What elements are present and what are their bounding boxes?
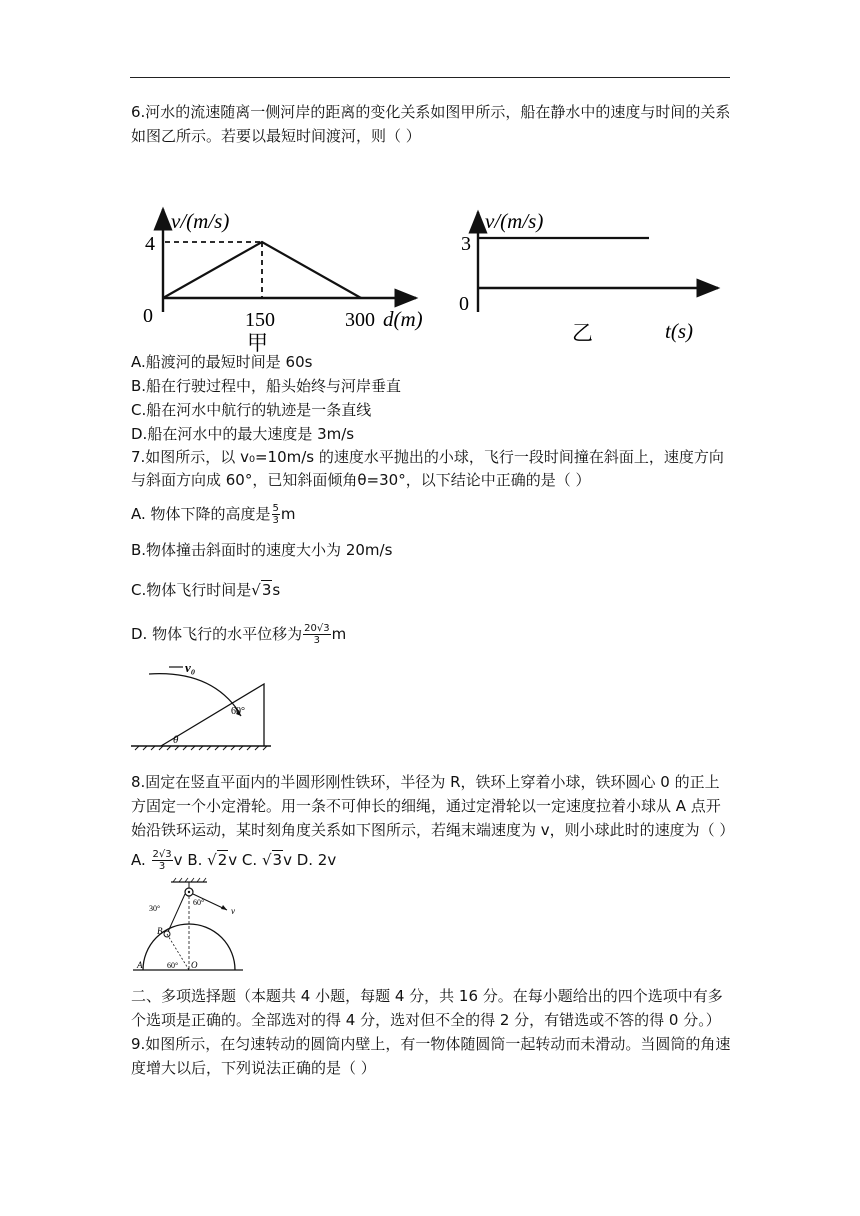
q6-option-b: B.船在行驶过程中，船头始终与河岸垂直 [131,377,402,395]
point-b-label: B [157,926,163,936]
v0-label: v₀ [185,660,196,675]
q7-d-fraction: $\frac{20√3}{3}$ [304,623,330,646]
q7-option-b: B.物体撞击斜面时的速度大小为 20m/s [131,541,393,559]
jia-ylabel: v/(m/s) [171,209,230,233]
q8-a-fraction: $\frac{2√3}{3}$ [152,849,172,872]
yi-y-tick: 3 [461,233,471,255]
yi-xlabel: t(s) [665,319,693,343]
q7-option-c: C.物体飞行时间是√3s [131,578,731,602]
q7-stem: 7.如图所示，以 v₀=10m/s 的速度水平抛出的小球，飞行一段时间撞在斜面上，速度方向与斜面方向成 60°，已知斜面倾角θ=30°，以下结论中正确的是（ ） [131,448,724,489]
jia-caption: 甲 [247,331,268,355]
jia-y-tick: 4 [145,233,155,255]
exam-page [131,100,735,1080]
jia-xlabel: d(m) [383,307,423,331]
q6-option-c: C.船在河水中航行的轨迹是一条直线 [131,401,372,419]
q7-figure [131,662,281,762]
jia-x-tick-300: 300 [345,309,375,331]
section2-heading: 二、多项选择题（本题共 4 小题，每题 4 分，共 16 分。在每小题给出的四个选项中有多个选项是正确的。全部选对的得 4 分，选对但不全的得 2 分，有错选或不答的得 0 分。） [131,987,723,1029]
q8-stem: 8.固定在竖直平面内的半圆形刚性铁环，半径为 R，铁环上穿着小球，铁环圆心 0 的正上方固定一个小定滑轮。用一条不可伸长的细绳，通过定滑轮以一定速度拉着小球从 A 点开始沿铁环运动，某时刻角度关系如下图所示，若绳末端速度为 v，则小球此时的速度为（ ） [131,773,735,839]
point-a-label: A [137,960,143,970]
yi-origin: 0 [459,293,469,315]
q6-option-d: D.船在河水中的最大速度是 3m/s [131,425,355,443]
trajectory [149,674,239,712]
jia-x-tick-150: 150 [245,309,275,331]
angle-60-label: 60° [231,706,245,717]
q7-option-d: D. 物体飞行的水平位移为 $\frac{20√3}{3}$ m [131,623,347,646]
q6-option-a: A.船渡河的最短时间是 60s [131,353,313,371]
q7-option-a: A. 物体下降的高度是 $\frac{5}{3}$ m [131,503,296,526]
q9-stem: 9.如图所示，在匀速转动的圆筒内壁上，有一物体随圆筒一起转动而未滑动。当圆筒的角速度增大以后，下列说法正确的是（ ） [131,1035,731,1077]
yi-ylabel: v/(m/s) [485,209,544,233]
q8-options: A. $\frac{2√3}{3}$ v B. √2v C. √3v D. 2v [131,849,337,872]
q7-c-sqrt: √3 [251,581,272,599]
q8-c-sqrt: √3 [261,851,283,869]
q7-a-fraction: $\frac{5}{3}$ [272,503,279,526]
v-label: v [231,906,235,916]
q6-stem: 6.河水的流速随离一侧河岸的距离的变化关系如图甲所示，船在静水中的速度与时间的关系如图乙所示。若要以最短时间渡河，则（ ） [131,103,731,145]
yi-caption: 乙 [572,321,593,345]
angle-30-label: 30° [149,904,161,913]
header-rule [130,77,730,78]
q8-b-sqrt: √2 [207,851,228,869]
theta-label: θ [173,734,179,746]
q6-figures [131,150,731,355]
point-o-label: O [191,960,198,970]
angle-60-bottom-label: 60° [167,961,179,970]
jia-origin: 0 [143,305,153,327]
q8-figure [131,876,261,982]
angle-60-top-label: 60° [193,898,205,907]
